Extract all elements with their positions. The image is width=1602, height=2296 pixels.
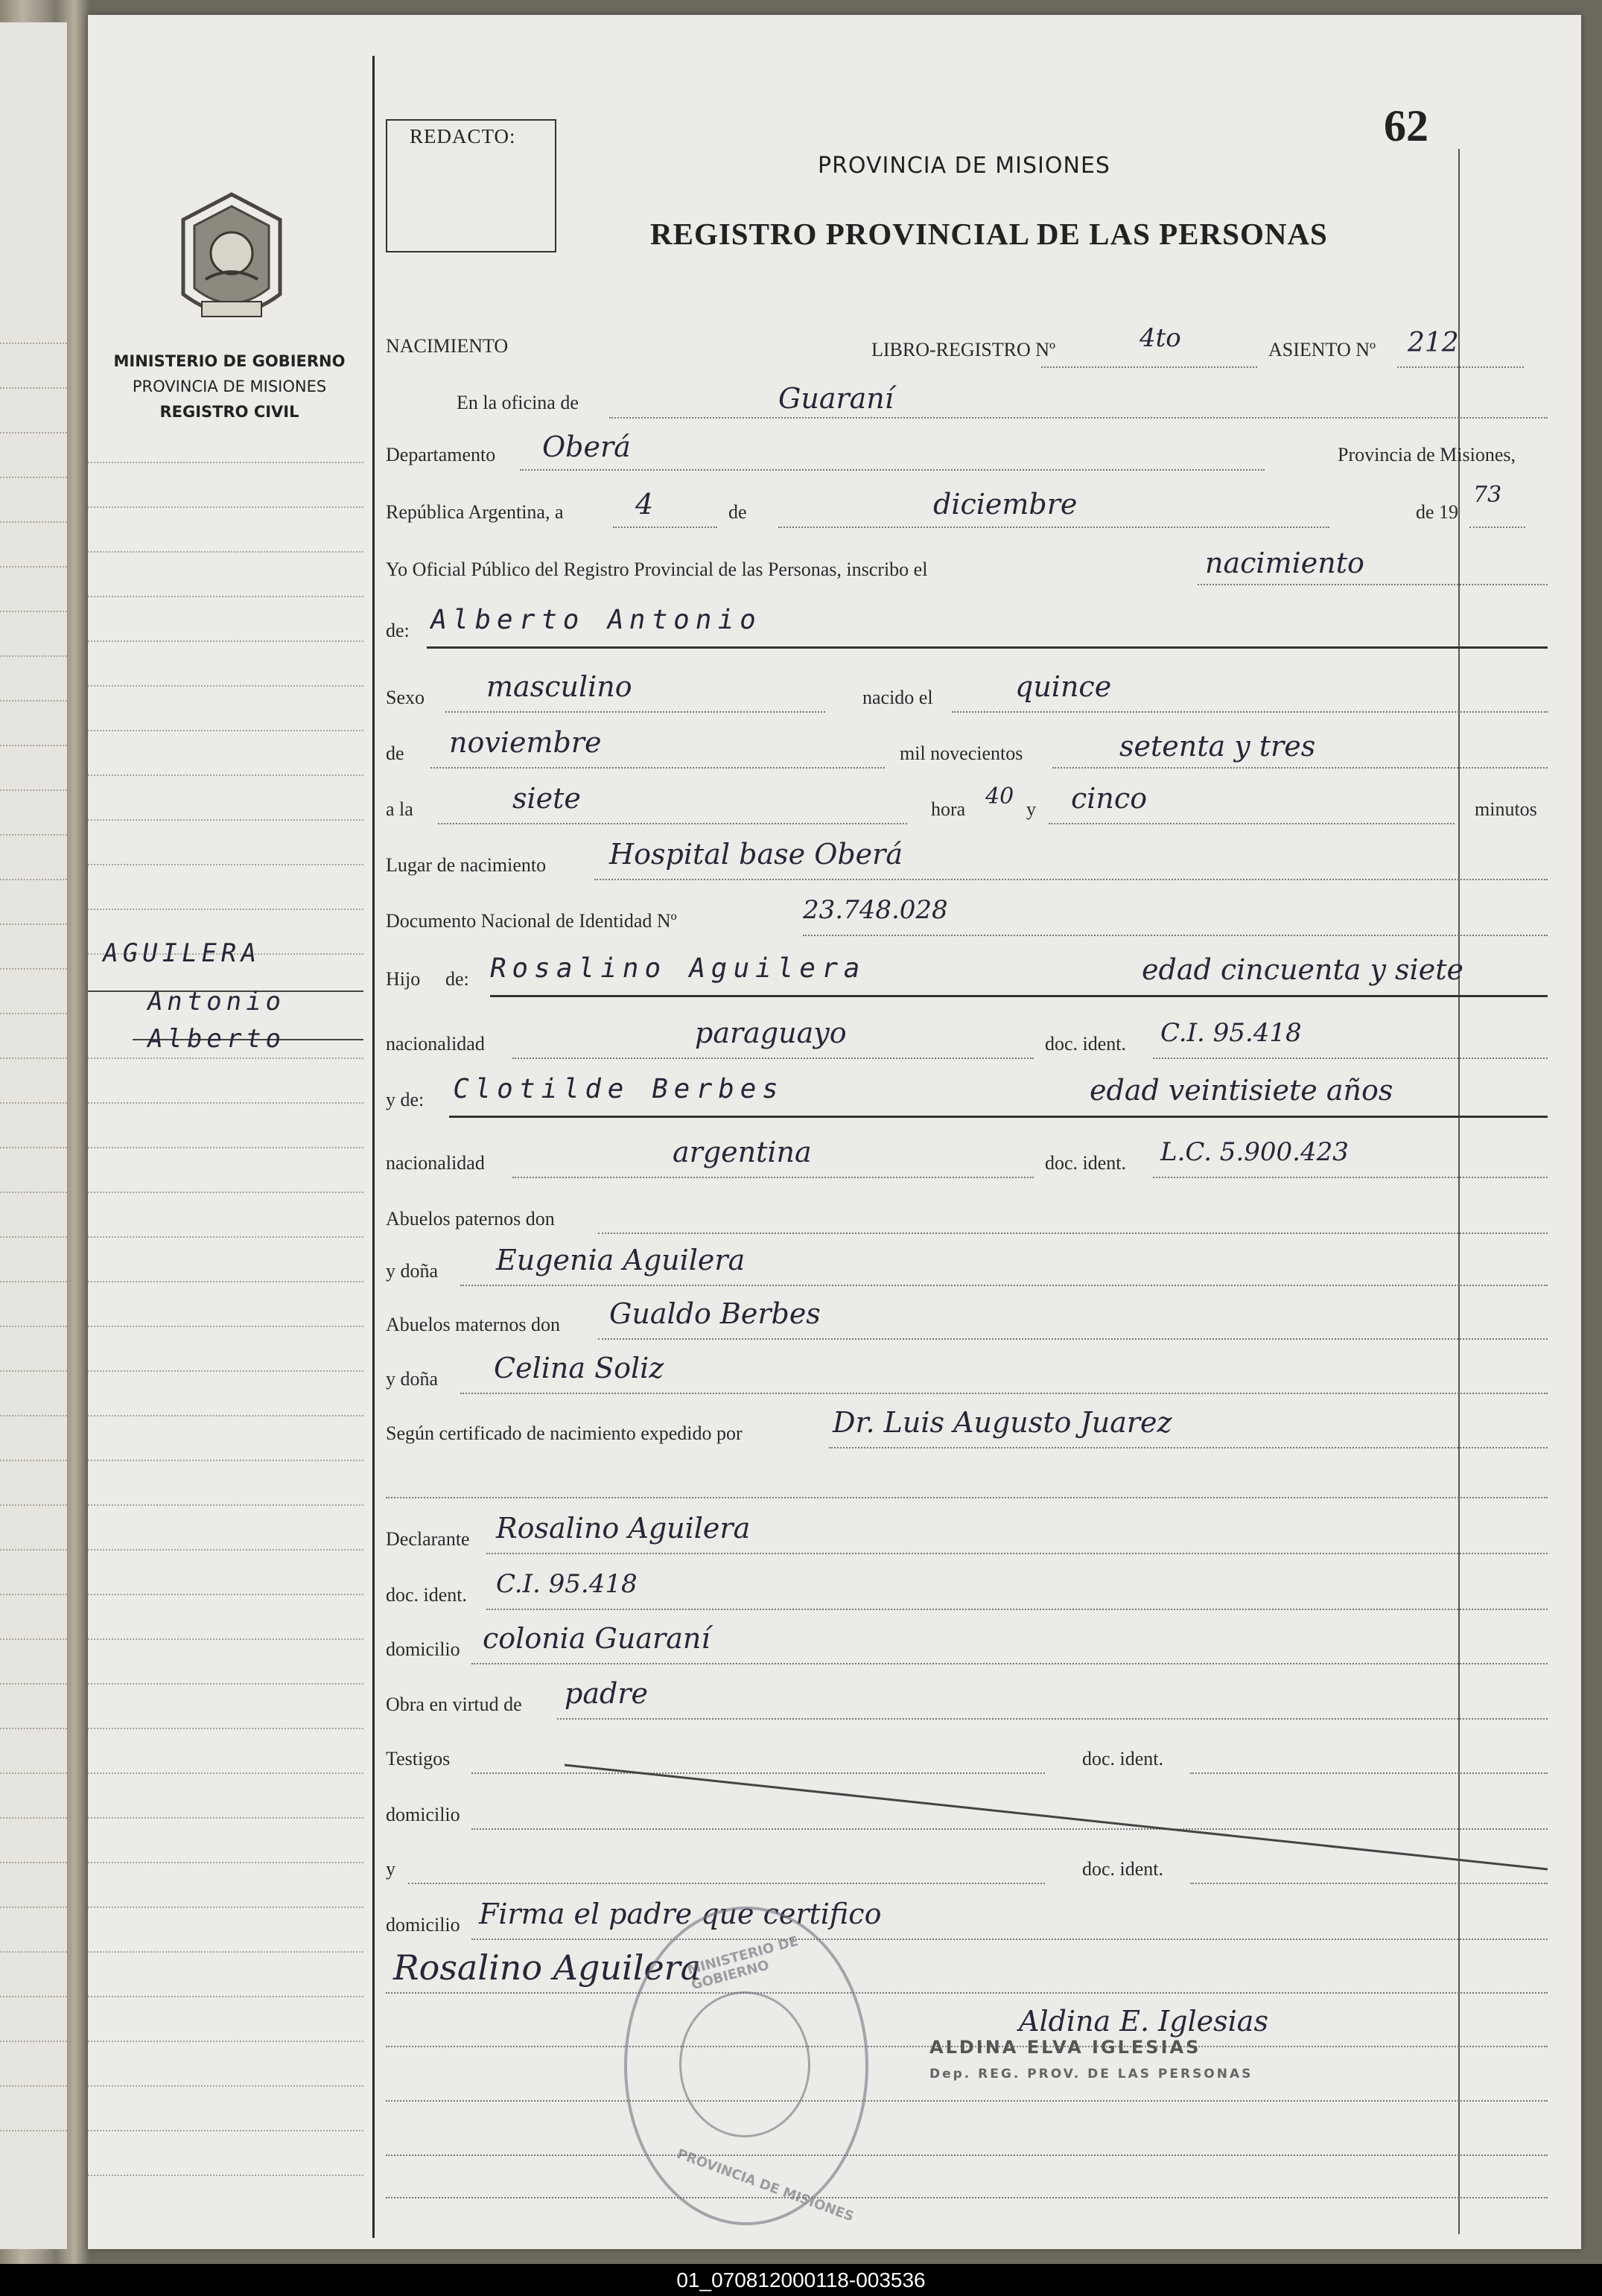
hora-label: hora bbox=[931, 798, 966, 820]
domicilio-final-label: domicilio bbox=[386, 1914, 460, 1936]
oficial-label: Yo Oficial Público del Registro Provincial de las Personas, inscribo el bbox=[386, 559, 928, 580]
row-blank-1 bbox=[386, 1456, 1548, 1501]
row-nombre bbox=[386, 603, 1548, 648]
shield-icon bbox=[679, 1991, 810, 2137]
mil-label: mil novecientos bbox=[900, 742, 1023, 764]
redacto-label: REDACTO: bbox=[410, 125, 516, 147]
domicilio-value: colonia Guaraní bbox=[483, 1622, 711, 1655]
row-declarante-doc bbox=[386, 1568, 1548, 1612]
margin-column bbox=[88, 15, 372, 2249]
row-certificado bbox=[386, 1406, 1548, 1451]
left-page bbox=[0, 22, 67, 2249]
row-madre bbox=[386, 1072, 1548, 1117]
abuelos-mat-label: Abuelos maternos don bbox=[386, 1314, 560, 1335]
row-libro bbox=[386, 323, 1548, 372]
de3-label: de bbox=[386, 742, 404, 764]
obra-value: padre bbox=[565, 1677, 648, 1710]
redacto-box bbox=[386, 119, 556, 252]
testigo-domicilio-label: domicilio bbox=[386, 1804, 460, 1825]
yde-label: y de: bbox=[386, 1089, 425, 1110]
declarante-doc-value: C.I. 95.418 bbox=[496, 1569, 638, 1599]
abuelos-pat-label: Abuelos paternos don bbox=[386, 1208, 555, 1230]
row-declarante bbox=[386, 1512, 1548, 1556]
row-dni bbox=[386, 894, 1548, 938]
stamp-round-top-text: MINISTERIO DE GOBIERNO bbox=[685, 1933, 801, 1994]
ala-label: a la bbox=[386, 798, 413, 820]
testigo2-doc-label: doc. ident. bbox=[1082, 1858, 1164, 1880]
declarante-label: Declarante bbox=[386, 1528, 470, 1550]
row-oficina bbox=[386, 378, 1548, 423]
row-oficial bbox=[386, 545, 1548, 590]
round-official-stamp bbox=[624, 1907, 868, 2225]
testigos-label: Testigos bbox=[386, 1748, 451, 1769]
firma-oficial: Aldina E. Iglesias bbox=[1019, 2005, 1268, 2038]
domicilio-final-value: Firma el padre que certifico bbox=[479, 1898, 882, 1930]
padre-doc-label: doc. ident. bbox=[1045, 1033, 1127, 1055]
departamento-value: Oberá bbox=[542, 430, 631, 463]
libro-label: LIBRO-REGISTRO Nº bbox=[871, 339, 1056, 360]
de-anio-label: de 19 bbox=[1416, 501, 1459, 523]
nombre-value: Alberto Antonio bbox=[427, 605, 765, 635]
certificado-label: Según certificado de nacimiento expedido por bbox=[386, 1422, 743, 1444]
row-firma-padre bbox=[386, 1947, 1548, 1996]
register-page bbox=[88, 15, 1581, 2249]
mes-nac-value: noviembre bbox=[449, 726, 602, 759]
hora-value: siete bbox=[512, 782, 581, 815]
sexo-label: Sexo bbox=[386, 687, 425, 708]
row-lugar bbox=[386, 838, 1548, 883]
firma-padre: Rosalino Aguilera bbox=[393, 1947, 702, 1988]
y2-label: y bbox=[386, 1858, 395, 1880]
anio-value: 73 bbox=[1473, 482, 1502, 508]
row-madre-nac bbox=[386, 1136, 1548, 1180]
ministry-province: PROVINCIA DE MISIONES bbox=[132, 378, 327, 395]
inscribo-value: nacimiento bbox=[1205, 547, 1364, 579]
madre-nac-value: argentina bbox=[673, 1136, 812, 1168]
row-hora bbox=[386, 782, 1548, 827]
declarante-doc-label: doc. ident. bbox=[386, 1584, 468, 1606]
provincia-label: Provincia de Misiones, bbox=[1338, 444, 1516, 465]
official-title-stamp: Dep. REG. PROV. DE LAS PERSONAS bbox=[929, 2067, 1253, 2082]
page-number: 62 bbox=[1384, 101, 1428, 150]
row-abuelos-mat bbox=[386, 1297, 1548, 1342]
abuela-mat-value: Celina Soliz bbox=[494, 1352, 664, 1384]
row-padre-nac bbox=[386, 1017, 1548, 1061]
row-domicilio bbox=[386, 1622, 1548, 1667]
ministry-name: MINISTERIO DE GOBIERNO bbox=[113, 352, 346, 370]
y-label: y bbox=[1026, 798, 1036, 820]
dni-label: Documento Nacional de Identidad Nº bbox=[386, 910, 677, 932]
domicilio-label: domicilio bbox=[386, 1638, 460, 1660]
lugar-label: Lugar de nacimiento bbox=[386, 854, 547, 876]
padre-value: Rosalino Aguilera bbox=[487, 953, 869, 984]
dia-value: 4 bbox=[635, 488, 654, 521]
abuela-pat-value: Eugenia Aguilera bbox=[496, 1244, 746, 1276]
sexo-value: masculino bbox=[486, 670, 632, 703]
padre-nac-label: nacionalidad bbox=[386, 1033, 485, 1055]
testigos-doc-label: doc. ident. bbox=[1082, 1748, 1164, 1769]
provincial-seal-icon bbox=[176, 190, 287, 331]
madre-doc-value: L.C. 5.900.423 bbox=[1160, 1137, 1349, 1167]
madre-doc-label: doc. ident. bbox=[1045, 1152, 1127, 1174]
de2-label: de: bbox=[386, 620, 410, 641]
asiento-label: ASIENTO Nº bbox=[1268, 339, 1376, 360]
margin-surname: AGUILERA bbox=[100, 938, 264, 968]
padre-nac-value: paraguayo bbox=[695, 1017, 847, 1049]
padre-doc-value: C.I. 95.418 bbox=[1160, 1018, 1302, 1048]
province-heading: PROVINCIA DE MISIONES bbox=[818, 153, 1110, 179]
row-mes-nac bbox=[386, 726, 1548, 771]
official-name-stamp: ALDINA ELVA IGLESIAS bbox=[929, 2037, 1201, 2058]
row-departamento bbox=[386, 430, 1548, 475]
oficina-value: Guaraní bbox=[778, 382, 894, 415]
hijo-label: Hijo bbox=[386, 968, 421, 990]
stamp-round-bottom-text: PROVINCIA DE MISIONES bbox=[674, 2146, 856, 2225]
minutos-value: cinco bbox=[1071, 782, 1148, 815]
asiento-value: 212 bbox=[1408, 328, 1459, 358]
abuela-mat-label: y doña bbox=[386, 1368, 439, 1390]
row-fecha bbox=[386, 482, 1548, 532]
oficina-label: En la oficina de bbox=[457, 392, 579, 413]
row-abuela-pat bbox=[386, 1244, 1548, 1288]
abuelo-mat-value: Gualdo Berbes bbox=[609, 1297, 821, 1330]
lugar-value: Hospital base Oberá bbox=[609, 838, 903, 871]
padre-edad: edad cincuenta y siete bbox=[1142, 953, 1463, 986]
margin-given-name-1: Antonio bbox=[144, 987, 288, 1017]
row-domicilio-final bbox=[386, 1898, 1548, 1942]
obra-label: Obra en virtud de bbox=[386, 1694, 522, 1715]
row-blank-3 bbox=[386, 2114, 1548, 2158]
hijo-suffix: de: bbox=[445, 968, 469, 990]
republica-label: República Argentina, a bbox=[386, 501, 564, 523]
row-obra bbox=[386, 1677, 1548, 1722]
cancel-stroke bbox=[565, 1758, 1548, 1877]
mes-value: diciembre bbox=[933, 488, 1078, 521]
registry-title: REGISTRO PROVINCIAL DE LAS PERSONAS bbox=[650, 217, 1328, 251]
ministry-registry: REGISTRO CIVIL bbox=[159, 403, 299, 421]
row-abuela-mat bbox=[386, 1352, 1548, 1396]
row-abuelos-pat bbox=[386, 1192, 1548, 1236]
madre-nac-label: nacionalidad bbox=[386, 1152, 485, 1174]
column-rule-left bbox=[372, 56, 375, 2238]
madre-edad: edad veintisiete años bbox=[1090, 1074, 1393, 1107]
de-label: de bbox=[728, 501, 747, 523]
image-id-caption: 01_070812000118-003536 bbox=[0, 2264, 1602, 2296]
anio-nac-value: setenta y tres bbox=[1119, 730, 1316, 763]
minutos-label: minutos bbox=[1475, 798, 1537, 820]
margin-given-name-2: Alberto bbox=[144, 1024, 288, 1054]
nacido-label: nacido el bbox=[862, 687, 933, 708]
row-padre bbox=[386, 952, 1548, 996]
abuela-pat-label: y doña bbox=[386, 1260, 439, 1282]
dni-value: 23.748.028 bbox=[803, 895, 948, 925]
departamento-label: Departamento bbox=[386, 444, 496, 465]
row-blank-2 bbox=[386, 2059, 1548, 2104]
nacimiento-label: NACIMIENTO bbox=[386, 335, 509, 357]
row-sexo bbox=[386, 670, 1548, 715]
libro-value: 4to bbox=[1139, 323, 1181, 353]
madre-value: Clotilde Berbes bbox=[450, 1074, 787, 1104]
certificado-value: Dr. Luis Augusto Juarez bbox=[833, 1406, 1172, 1439]
nacido-value: quince bbox=[1015, 670, 1112, 703]
ministry-heading bbox=[95, 349, 363, 424]
row-blank-4 bbox=[386, 2167, 1548, 2212]
declarante-value: Rosalino Aguilera bbox=[496, 1512, 751, 1545]
hora-num: 40 bbox=[985, 783, 1014, 810]
